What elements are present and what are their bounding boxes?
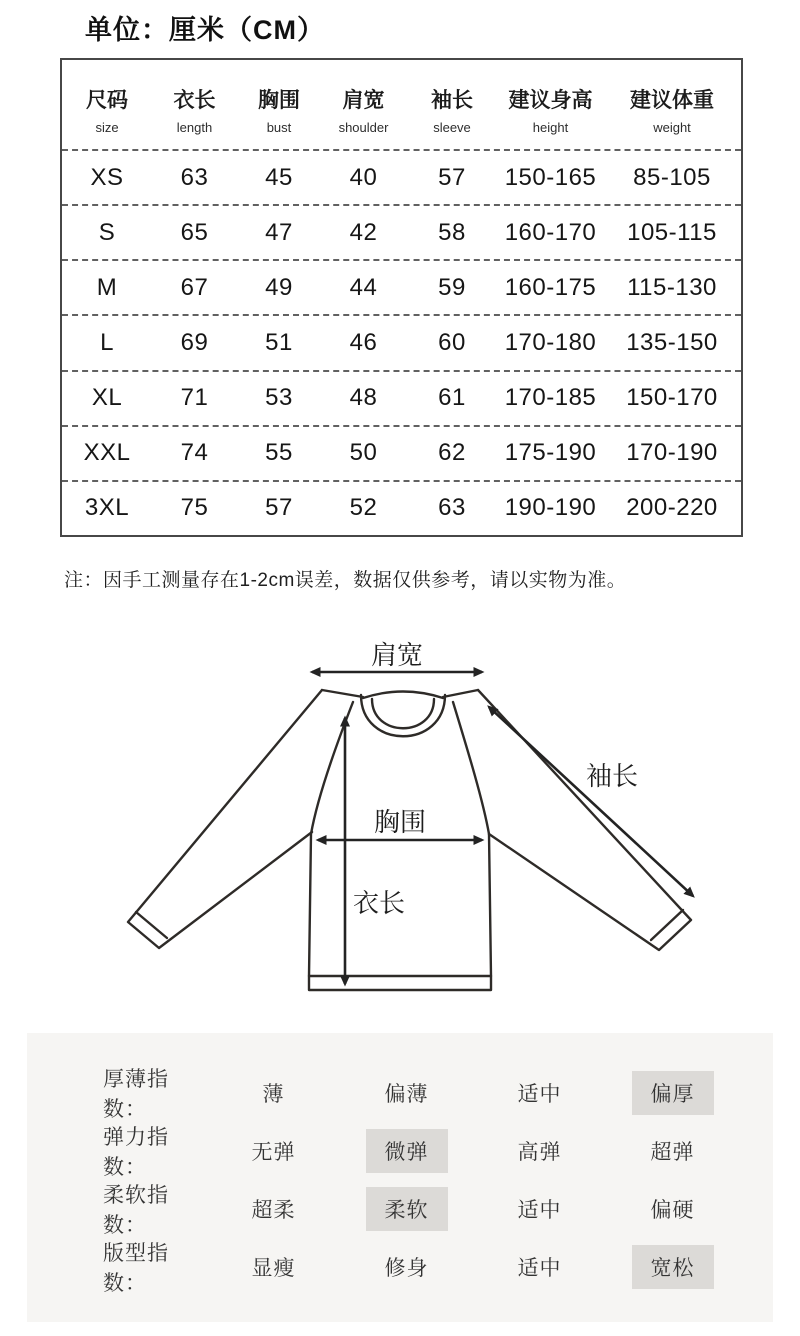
length-label: 衣长 xyxy=(352,888,406,918)
size-table-body xyxy=(62,149,741,535)
table-row xyxy=(62,149,741,204)
value-cell: 50 xyxy=(349,439,378,467)
column-header-en: sleeve xyxy=(433,120,471,135)
value-cell: 58 xyxy=(438,218,466,246)
index-option-selected: 微弹 xyxy=(366,1129,448,1173)
index-option: 偏硬 xyxy=(650,1199,695,1222)
value-cell: 42 xyxy=(349,218,378,246)
value-cell: 160-170 xyxy=(504,218,597,246)
column-header-en: length xyxy=(176,120,213,135)
value-cell: 160-175 xyxy=(504,273,597,301)
diagram-labels xyxy=(353,640,638,918)
value-cell: 63 xyxy=(180,163,209,191)
value-cell: 57 xyxy=(438,163,466,191)
index-option-cell xyxy=(207,1245,340,1289)
value-cell: 135-150 xyxy=(626,328,718,356)
index-row-label: 弹力指数： xyxy=(103,1126,169,1179)
value-cell: 74 xyxy=(180,439,209,467)
size-cell: M xyxy=(96,273,118,301)
value-cell: 55 xyxy=(265,439,293,467)
table-row xyxy=(62,480,741,535)
table-row xyxy=(62,370,741,425)
column-header-zh: 胸围 xyxy=(258,89,300,112)
value-cell: 170-185 xyxy=(504,384,597,412)
value-cell: 45 xyxy=(265,163,293,191)
size-table-header xyxy=(62,60,741,149)
index-option: 偏薄 xyxy=(384,1083,429,1106)
column-header xyxy=(237,84,321,135)
index-row-label: 柔软指数： xyxy=(103,1184,169,1237)
index-option-cell xyxy=(340,1245,473,1289)
index-option: 适中 xyxy=(517,1083,562,1106)
index-option: 显瘦 xyxy=(251,1257,296,1280)
sleeve-length-arrow xyxy=(489,707,693,896)
value-cell: 53 xyxy=(265,384,293,412)
sleeve-length-label: 袖长 xyxy=(585,761,639,791)
value-cell: 63 xyxy=(438,494,466,522)
index-row xyxy=(103,1237,773,1295)
index-option-cell xyxy=(340,1129,473,1173)
index-row xyxy=(103,1121,773,1179)
shoulder-width-label: 肩宽 xyxy=(370,640,424,670)
index-option-cell xyxy=(340,1187,473,1231)
column-header xyxy=(406,84,498,135)
index-option-selected: 柔软 xyxy=(366,1187,448,1231)
value-cell: 200-220 xyxy=(626,494,718,522)
index-row-label: 版型指数： xyxy=(103,1242,169,1295)
column-header-en: weight xyxy=(653,120,691,135)
value-cell: 150-165 xyxy=(504,163,597,191)
value-cell: 52 xyxy=(349,494,378,522)
index-option-cell xyxy=(340,1071,473,1115)
size-cell: XL xyxy=(91,384,123,412)
size-cell: XS xyxy=(90,163,124,191)
value-cell: 105-115 xyxy=(627,218,717,246)
value-cell: 150-170 xyxy=(626,384,718,412)
value-cell: 40 xyxy=(349,163,378,191)
index-option: 薄 xyxy=(262,1083,285,1106)
column-header-zh: 建议身高 xyxy=(508,89,593,112)
value-cell: 75 xyxy=(180,494,209,522)
index-option-selected: 偏厚 xyxy=(632,1071,714,1115)
column-header-en: size xyxy=(95,120,119,135)
table-row xyxy=(62,314,741,369)
column-header xyxy=(62,84,152,135)
column-header xyxy=(321,84,406,135)
value-cell: 69 xyxy=(180,328,209,356)
table-row xyxy=(62,259,741,314)
size-table xyxy=(60,58,743,537)
value-cell: 65 xyxy=(180,218,209,246)
index-option-cell xyxy=(207,1129,340,1173)
index-option-cell xyxy=(606,1071,739,1115)
index-option-cell xyxy=(473,1129,606,1173)
index-option: 超柔 xyxy=(251,1199,296,1222)
index-row xyxy=(103,1063,773,1121)
index-option: 适中 xyxy=(517,1257,562,1280)
column-header-zh: 袖长 xyxy=(431,89,473,112)
value-cell: 57 xyxy=(265,494,293,522)
page-title: 单位：厘米（CM） xyxy=(85,15,325,45)
table-row xyxy=(62,425,741,480)
column-header-en: shoulder xyxy=(338,120,389,135)
measurement-diagram xyxy=(95,628,705,1018)
size-cell: L xyxy=(100,328,114,356)
index-option: 高弹 xyxy=(517,1141,562,1164)
bust-label: 胸围 xyxy=(373,807,427,837)
column-header xyxy=(498,84,603,135)
measurement-note: 注：因手工测量存在1-2cm误差，数据仅供参考，请以实物为准。 xyxy=(64,570,627,591)
value-cell: 49 xyxy=(265,273,293,301)
value-cell: 47 xyxy=(265,218,293,246)
value-cell: 61 xyxy=(438,384,466,412)
column-header xyxy=(152,84,237,135)
size-cell: 3XL xyxy=(84,494,130,522)
column-header-en: height xyxy=(532,120,569,135)
value-cell: 62 xyxy=(438,439,466,467)
size-cell: XXL xyxy=(83,439,131,467)
index-option: 适中 xyxy=(517,1199,562,1222)
column-header xyxy=(603,84,741,135)
column-header-zh: 尺码 xyxy=(86,89,128,112)
value-cell: 48 xyxy=(349,384,378,412)
index-option-cell xyxy=(207,1071,340,1115)
index-option: 修身 xyxy=(384,1257,429,1280)
index-option-selected: 宽松 xyxy=(632,1245,714,1289)
index-option-cell xyxy=(606,1245,739,1289)
size-cell: S xyxy=(98,218,116,246)
fabric-index-panel xyxy=(27,1033,773,1322)
index-option: 超弹 xyxy=(650,1141,695,1164)
index-option-cell xyxy=(606,1129,739,1173)
index-row-label: 厚薄指数： xyxy=(103,1068,169,1121)
value-cell: 115-130 xyxy=(627,273,717,301)
index-option-cell xyxy=(473,1245,606,1289)
column-header-zh: 衣长 xyxy=(173,89,216,112)
table-row xyxy=(62,204,741,259)
value-cell: 71 xyxy=(180,384,209,412)
column-header-zh: 建议体重 xyxy=(630,89,714,112)
value-cell: 170-190 xyxy=(626,439,718,467)
index-option: 无弹 xyxy=(251,1141,296,1164)
index-option-cell xyxy=(473,1187,606,1231)
value-cell: 85-105 xyxy=(633,163,711,191)
value-cell: 46 xyxy=(349,328,378,356)
value-cell: 59 xyxy=(438,273,466,301)
value-cell: 175-190 xyxy=(504,439,597,467)
value-cell: 51 xyxy=(265,328,293,356)
index-option-cell xyxy=(606,1187,739,1231)
value-cell: 60 xyxy=(438,328,466,356)
index-option-cell xyxy=(207,1187,340,1231)
index-option-cell xyxy=(473,1071,606,1115)
column-header-zh: 肩宽 xyxy=(342,89,385,112)
index-row xyxy=(103,1179,773,1237)
value-cell: 190-190 xyxy=(504,494,597,522)
column-header-en: bust xyxy=(266,120,292,135)
value-cell: 67 xyxy=(180,273,209,301)
value-cell: 170-180 xyxy=(504,328,597,356)
value-cell: 44 xyxy=(349,273,378,301)
